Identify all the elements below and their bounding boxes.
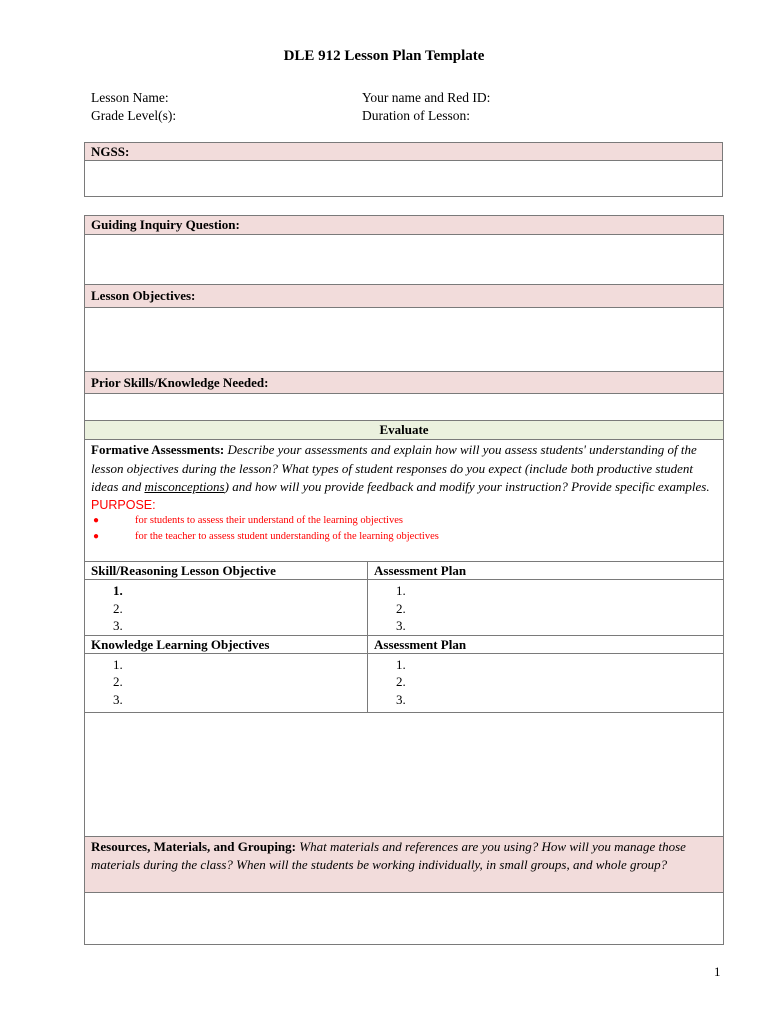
- prior-skills-header: Prior Skills/Knowledge Needed:: [85, 372, 724, 394]
- duration-label: Duration of Lesson:: [362, 108, 470, 123]
- resources-header-cell: [85, 836, 724, 892]
- purpose-label: PURPOSE:: [91, 497, 156, 512]
- grade-levels-label: Grade Level(s):: [91, 108, 177, 123]
- lesson-objectives-input-cell[interactable]: [85, 308, 724, 372]
- formative-instructions-part1: Describe your assessments and explain how will you assess students' understanding of the lesson objectives during the lesson? What types of student responses do you expect (include both productive student ideas and: [91, 442, 697, 494]
- skill-item-2: 2.: [113, 600, 123, 616]
- assessment-item-2: 2.: [396, 674, 406, 689]
- resources-label: Resources, Materials, and Grouping:: [91, 838, 296, 854]
- ngss-header: NGSS:: [85, 143, 723, 161]
- knowledge-item-1: 1.: [113, 656, 123, 672]
- skill-objective-header: Skill/Reasoning Lesson Objective: [85, 562, 368, 580]
- ngss-table: [84, 142, 723, 197]
- assessment-plan-header-1: Assessment Plan: [368, 562, 724, 580]
- knowledge-item-2: 2.: [113, 674, 123, 689]
- resources-instructions: What materials and references are you using? How will you manage those materials during the class? When will the students be working individually, in small groups, and whole group?: [91, 838, 686, 872]
- your-name-label: Your name and Red ID:: [362, 90, 491, 105]
- purpose-bullet-text: for the teacher to assess student understanding of the learning objectives: [135, 530, 439, 542]
- ngss-input-cell[interactable]: [85, 161, 723, 197]
- formative-instructions-part2: ) and how will you provide feedback and modify your instruction? Provide specific examples.: [224, 479, 710, 494]
- formative-assessments-label: Formative Assessments:: [91, 442, 225, 457]
- guiding-inquiry-header: Guiding Inquiry Question:: [85, 216, 724, 235]
- assessment-plan-list-2[interactable]: [368, 653, 724, 712]
- guiding-inquiry-input-cell[interactable]: [85, 235, 724, 285]
- assessment-item-1: 1.: [396, 583, 406, 598]
- lesson-name-label: Lesson Name:: [91, 90, 169, 105]
- assessment-plan-list-1[interactable]: [368, 580, 724, 636]
- bullet-icon: ●: [93, 530, 100, 542]
- assessment-plan-header-2: Assessment Plan: [368, 635, 724, 653]
- purpose-bullet-text: for students to assess their understand of the learning objectives: [135, 514, 403, 526]
- bullet-icon: ●: [93, 514, 100, 526]
- misconceptions-underlined: misconceptions: [144, 479, 225, 494]
- knowledge-objectives-header: Knowledge Learning Objectives: [85, 635, 368, 653]
- page-number: 1: [714, 964, 721, 979]
- main-table: [84, 215, 724, 945]
- assessment-item-3: 3.: [396, 618, 406, 633]
- skill-objective-list[interactable]: [85, 580, 368, 636]
- assessment-item-2: 2.: [396, 600, 406, 616]
- resources-input-cell[interactable]: [85, 892, 724, 944]
- purpose-bullet-1: [91, 513, 717, 529]
- meta-left: [91, 89, 176, 125]
- meta-right: [362, 89, 490, 125]
- formative-assessments-cell[interactable]: [85, 440, 724, 562]
- knowledge-item-3: 3.: [113, 691, 123, 707]
- purpose-bullet-2: [91, 529, 717, 545]
- document-title: DLE 912 Lesson Plan Template: [283, 48, 485, 64]
- skill-item-1: 1.: [113, 583, 123, 598]
- knowledge-objective-list[interactable]: [85, 653, 368, 712]
- prior-skills-input-cell[interactable]: [85, 394, 724, 421]
- assessment-item-3: 3.: [396, 691, 406, 707]
- blank-response-cell[interactable]: [85, 712, 724, 836]
- assessment-item-1: 1.: [396, 656, 406, 672]
- lesson-objectives-header: Lesson Objectives:: [85, 285, 724, 308]
- evaluate-header: Evaluate: [85, 421, 724, 440]
- skill-item-3: 3.: [113, 618, 123, 633]
